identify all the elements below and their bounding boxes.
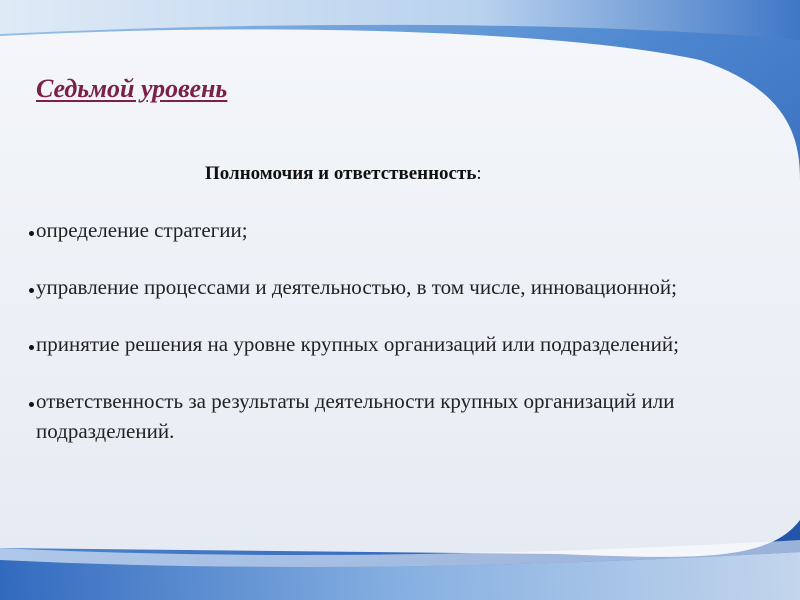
- list-item: ответственность за результаты деятельности крупных организаций или подразделений.: [26, 386, 686, 446]
- list-item: принятие решения на уровне крупных организаций или подразделений;: [26, 329, 686, 359]
- list-item: определение стратегии;: [26, 215, 686, 245]
- slide-title: Седьмой уровень: [36, 74, 228, 103]
- responsibilities-list: [26, 215, 686, 473]
- list-item: управление процессами и деятельностью, в том числе, инновационной;: [26, 272, 686, 302]
- slide-subtitle: [205, 163, 482, 185]
- subtitle-colon: :: [476, 163, 482, 184]
- subtitle-bold: Полномочия и ответственность: [205, 163, 477, 184]
